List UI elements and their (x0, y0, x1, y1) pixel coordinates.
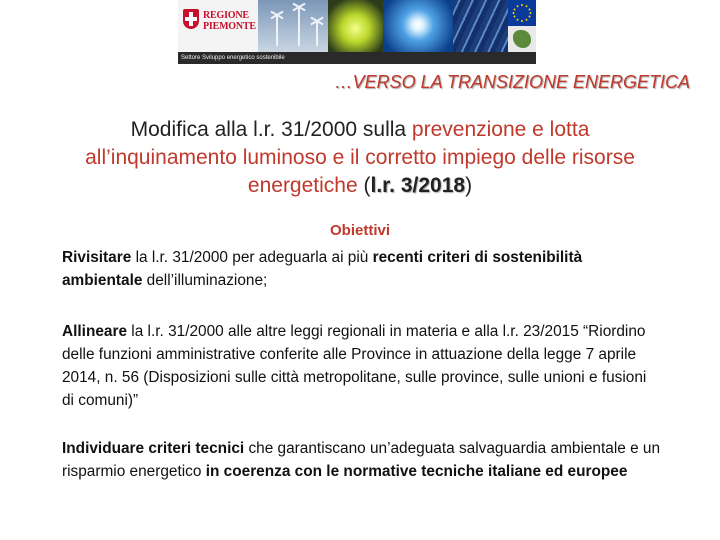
eu-flag-icon (508, 0, 536, 26)
light-bulb-image (328, 0, 383, 52)
paragraph-text: la l.r. 31/2000 per adeguarla ai più (131, 249, 373, 266)
paragraph-text: in coerenza con le normative tecniche italiane ed europee (205, 463, 628, 480)
paragraph-text: Allineare (62, 323, 128, 340)
objectives-title: Obiettivi (329, 222, 390, 239)
headline-paren-open: ( (357, 174, 371, 197)
headline-law-reference: l.r. 3/2018 (370, 174, 466, 197)
solar-panel-image (453, 0, 508, 52)
wind-turbine-icon (276, 16, 278, 46)
paragraph-text: Rivisitare (62, 249, 132, 266)
logo-text-line1: REGIONE (203, 10, 249, 21)
sun-image (383, 0, 453, 52)
regione-piemonte-logo (178, 0, 258, 52)
paragraph-text: dell’illuminazione; (142, 272, 268, 289)
headline-highlight: prevenzione e lotta all’inquinamento luminoso e il corretto impiego delle risorse energetiche (85, 118, 635, 197)
banner-tagline: Settore Sviluppo energetico sostenibile (181, 55, 285, 61)
wind-turbines-image (258, 0, 328, 52)
paragraph-text: Individuare criteri tecnici (62, 440, 245, 457)
header-banner (178, 0, 536, 64)
paragraph-text: recenti criteri di sostenibilità ambientale (62, 249, 583, 289)
wind-turbine-icon (316, 22, 318, 46)
section-heading: …VERSO LA TRANSIZIONE ENERGETICA (334, 72, 690, 92)
objective-paragraph-3 (62, 437, 662, 483)
objective-paragraph-1 (62, 246, 662, 292)
headline-paren-close: ) (465, 174, 473, 197)
objective-paragraph-2 (62, 320, 662, 412)
logo-text-line2: PIEMONTE (203, 21, 256, 32)
wind-turbine-icon (298, 8, 300, 46)
piemonte-shield-icon (183, 9, 199, 29)
paragraph-text: che garantiscano un’adeguata salvaguardia ambientale e un risparmio energetico (62, 440, 661, 480)
headline-part1: Modifica alla l.r. 31/2000 sulla (130, 118, 412, 141)
piemonte-map-icon (508, 26, 536, 52)
slide-headline (60, 116, 660, 200)
paragraph-text: la l.r. 31/2000 alle altre leggi regionali in materia e alla l.r. 23/2015 “Riordino delle funzioni amministrative conferite alle Province in attuazione della legge 7 aprile 2014, n. 56 (Disposizioni sulle città metropolitane, sulle province, sulle unioni e fusioni di comuni)” (62, 323, 647, 409)
eu-stars-icon (508, 0, 536, 26)
